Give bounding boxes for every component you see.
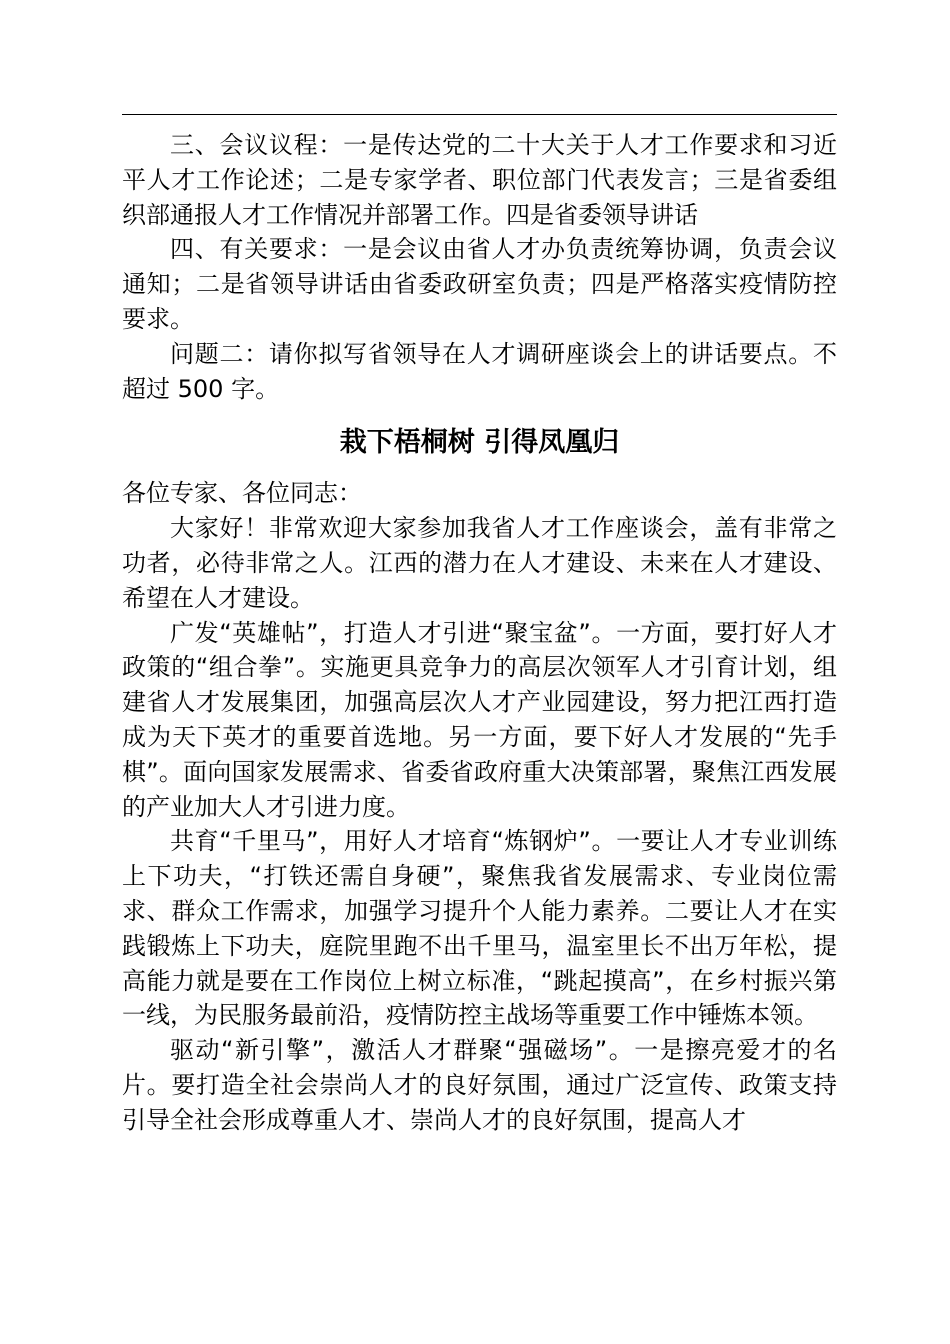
speech-paragraph: 广发“英雄帖”，打造人才引进“聚宝盆”。一方面，要打好人才政策的“组合拳”。实施更具竞争力的高层次领军人才引育计划，组建省人才发展集团，加强高层次人才产业园建设，努力把江西打造成为天下英才的重要首选地。另一方面，要下好人才发展的“先手棋”。面向国家发展需求、省委省政府重大决策部署，聚焦江西发展的产业加大人才引进力度。	[122, 618, 837, 821]
speech-paragraph: 共育“千里马”，用好人才培育“炼钢炉”。一要让人才专业训练上下功夫，“打铁还需自身硬”，聚焦我省发展需求、专业岗位需求、群众工作需求，加强学习提升个人能力素养。二要让人才在实践锻炼上下功夫，庭院里跑不出千里马，温室里长不出万年松，提高能力就是要在工作岗位上树立标准，“跳起摸高”，在乡村振兴第一线，为民服务最前沿，疫情防控主战场等重要工作中锤炼本领。	[122, 827, 837, 1030]
header-rule	[122, 114, 837, 115]
speech-paragraph: 驱动“新引擎”，激活人才群聚“强磁场”。一是擦亮爱才的名片。要打造全社会崇尚人才的良好氛围，通过广泛宣传、政策支持引导全社会形成尊重人才、崇尚人才的良好氛围，提高人才	[122, 1036, 837, 1134]
agenda-paragraph: 三、会议议程：一是传达党的二十大关于人才工作要求和习近平人才工作论述；二是专家学者、职位部门代表发言；三是省委组织部通报人才工作情况并部署工作。四是省委领导讲话	[122, 131, 837, 229]
speech-paragraph: 大家好！非常欢迎大家参加我省人才工作座谈会，盖有非常之功者，必待非常之人。江西的潜力在人才建设、未来在人才建设、希望在人才建设。	[122, 514, 837, 612]
speech-title: 栽下梧桐树 引得凤凰归	[339, 427, 620, 459]
question-two-paragraph: 问题二：请你拟写省领导在人才调研座谈会上的讲话要点。不超过 500 字。	[122, 339, 837, 403]
requirements-paragraph: 四、有关要求：一是会议由省人才办负责统筹协调，负责会议通知；二是省领导讲话由省委政研室负责；四是严格落实疫情防控要求。	[122, 235, 837, 333]
document-body	[122, 128, 837, 1138]
speech-salutation: 各位专家、各位同志：	[122, 479, 362, 508]
